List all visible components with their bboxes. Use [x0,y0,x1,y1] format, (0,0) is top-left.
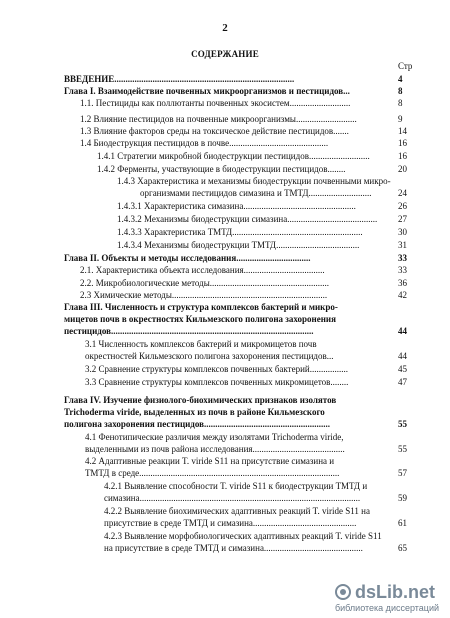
toc-entry-text: 1.4.3 Характеристика и механизмы биодеструкции почвенными микро- [117,176,391,186]
toc-entry-text: Глава III. Численность и структура комплексов бактерий и микро- [64,302,338,312]
toc-entry-text: 1.2 Влияние пестицидов на почвенные микроорганизмы........................... [80,114,357,124]
toc-entry-page: 31 [398,240,407,250]
toc-entry-page: 9 [398,114,403,124]
toc-entry-text: организмами пестицидов симазина и ТМТД............................ [140,188,372,198]
toc-entry-text: 1.4.2 Ферменты, участвующие в биодеструкции пестицидов........ [97,164,346,174]
toc-entry-page: 26 [398,201,407,211]
page-title: СОДЕРЖАНИЕ [191,49,259,59]
toc-entry-text: мицетов почв в окрестностях Кильмезского полигона захоронения [64,314,336,324]
toc-entry-text: выделенными из почв района исследования......................................... [85,444,345,454]
page-column-label: Стр [398,61,413,71]
toc-entry-text: 3.3 Сравнение структуры комплексов почвенных микромицетов........ [85,377,349,387]
toc-entry-text: полигона захоронения пестицидов........................................................ [64,419,331,429]
toc-entry-text: 2.3 Химические методы..................................................................... [80,290,328,300]
toc-entry-page: 16 [398,138,407,148]
watermark-subtitle: библиотека диссертаций [335,603,440,613]
toc-entry-page: 55 [398,419,407,429]
toc-entry-page: 59 [398,493,407,503]
toc-entry-page: 44 [398,351,407,361]
toc-entry-page: 14 [398,126,407,136]
toc-entry-text: 3.1 Численность комплексов бактерий и микромицетов почв [85,339,317,349]
toc-entry-page: 8 [398,86,403,96]
toc-entry-text: симазина.................................................................................................. [104,493,361,503]
toc-entry-text: 2.2. Микробиологические методы..................................................... [80,278,330,288]
toc-entry-text: 2.1. Характеристика объекта исследования.................................... [80,265,325,275]
toc-entry-text: 4.2 Адаптивные реакции T. viride S11 на присутствие симазина и [85,456,335,466]
toc-entry-page: 45 [398,364,407,374]
toc-entry-text: 4.2.2 Выявление биохимических адаптивных реакций T. viride S11 на [104,506,370,516]
toc-entry-text: пестицидов.......................................................................................... [64,326,314,336]
toc-entry-text: 4.2.3 Выявление морфобиологических адаптивных реакций T. viride S11 [104,531,382,541]
toc-entry-text: ВВЕДЕНИЕ................................................................................ [64,74,295,84]
toc-entry-text: ТМТД в среде......................................................................................... [85,468,340,478]
toc-entry-text: Глава IV. Изучение физиолого-биохимических признаков изолятов [64,395,337,405]
toc-entry-text: 1.3 Влияние факторов среды на токсическое действие пестицидов....... [80,126,349,136]
toc-entry-text: 1.4.1 Стратегии микробной биодеструкции пестицидов........................... [97,151,370,161]
toc-entry-page: 33 [398,265,407,275]
toc-entry-text: присутствие в среде ТМТД и симазина.............................................. [104,518,357,528]
toc-entry-text: 4.1 Фенотипические различия между изолятами Trichoderma viride, [85,432,344,442]
page-number: 2 [222,22,228,34]
toc-entry-page: 42 [398,290,407,300]
toc-entry-page: 36 [398,278,407,288]
watermark-brand: dsLib.net [355,582,435,602]
toc-entry-page: 61 [398,518,407,528]
toc-entry-text: окрестностей Кильмезского полигона захоронения пестицидов... [85,351,334,361]
toc-entry-page: 8 [398,98,403,108]
toc-entry-page: 33 [398,253,407,263]
toc-entry-page: 4 [398,74,403,84]
toc-entry-page: 65 [398,543,407,553]
toc-entry-text: Глава II. Объекты и методы исследования................................. [64,253,311,263]
toc-entry-text: Глава I. Взаимодействие почвенных микроорганизмов и пестицидов... [64,86,350,96]
toc-entry-text: 1.1. Пестициды как поллютанты почвенных экосистем........................... [80,98,351,108]
toc-entry-page: 47 [398,377,407,387]
toc-entry-text: 3.2 Сравнение структуры комплексов почвенных бактерий................. [85,364,348,374]
toc-entry-text: 1.4 Биодеструкция пестицидов в почве............................................ [80,138,329,148]
toc-entry-text: 1.4.3.3 Характеристика ТМТД.......................................................... [117,227,363,237]
toc-entry-page: 57 [398,468,407,478]
toc-entry-page: 16 [398,151,407,161]
toc-entry-text: 1.4.3.4 Механизмы биодеструкции ТМТД..................................... [117,240,360,250]
toc-entry-page: 44 [398,326,407,336]
toc-entry-text: Trichoderma viride, выделенных из почв в районе Кильмезского [64,407,325,417]
toc-entry-page: 55 [398,444,407,454]
toc-entry-page: 24 [398,188,407,198]
toc-entry-text: 4.2.1 Выявление способности T. viride S11 к биодеструкции ТМТД и [104,481,368,491]
toc-entry-text: 1.4.3.2 Механизмы биодеструкции симазина........................................ [117,214,378,224]
toc-entry-text: на присутствие в среде ТМТД и симазина............................................ [104,543,363,553]
toc-entry-page: 27 [398,214,407,224]
toc-entry-page: 30 [398,227,407,237]
toc-entry-page: 20 [398,164,407,174]
toc-entry-text: 1.4.3.1 Характеристика симазина.................................................. [117,201,356,211]
dslib-logo-icon [335,584,351,600]
